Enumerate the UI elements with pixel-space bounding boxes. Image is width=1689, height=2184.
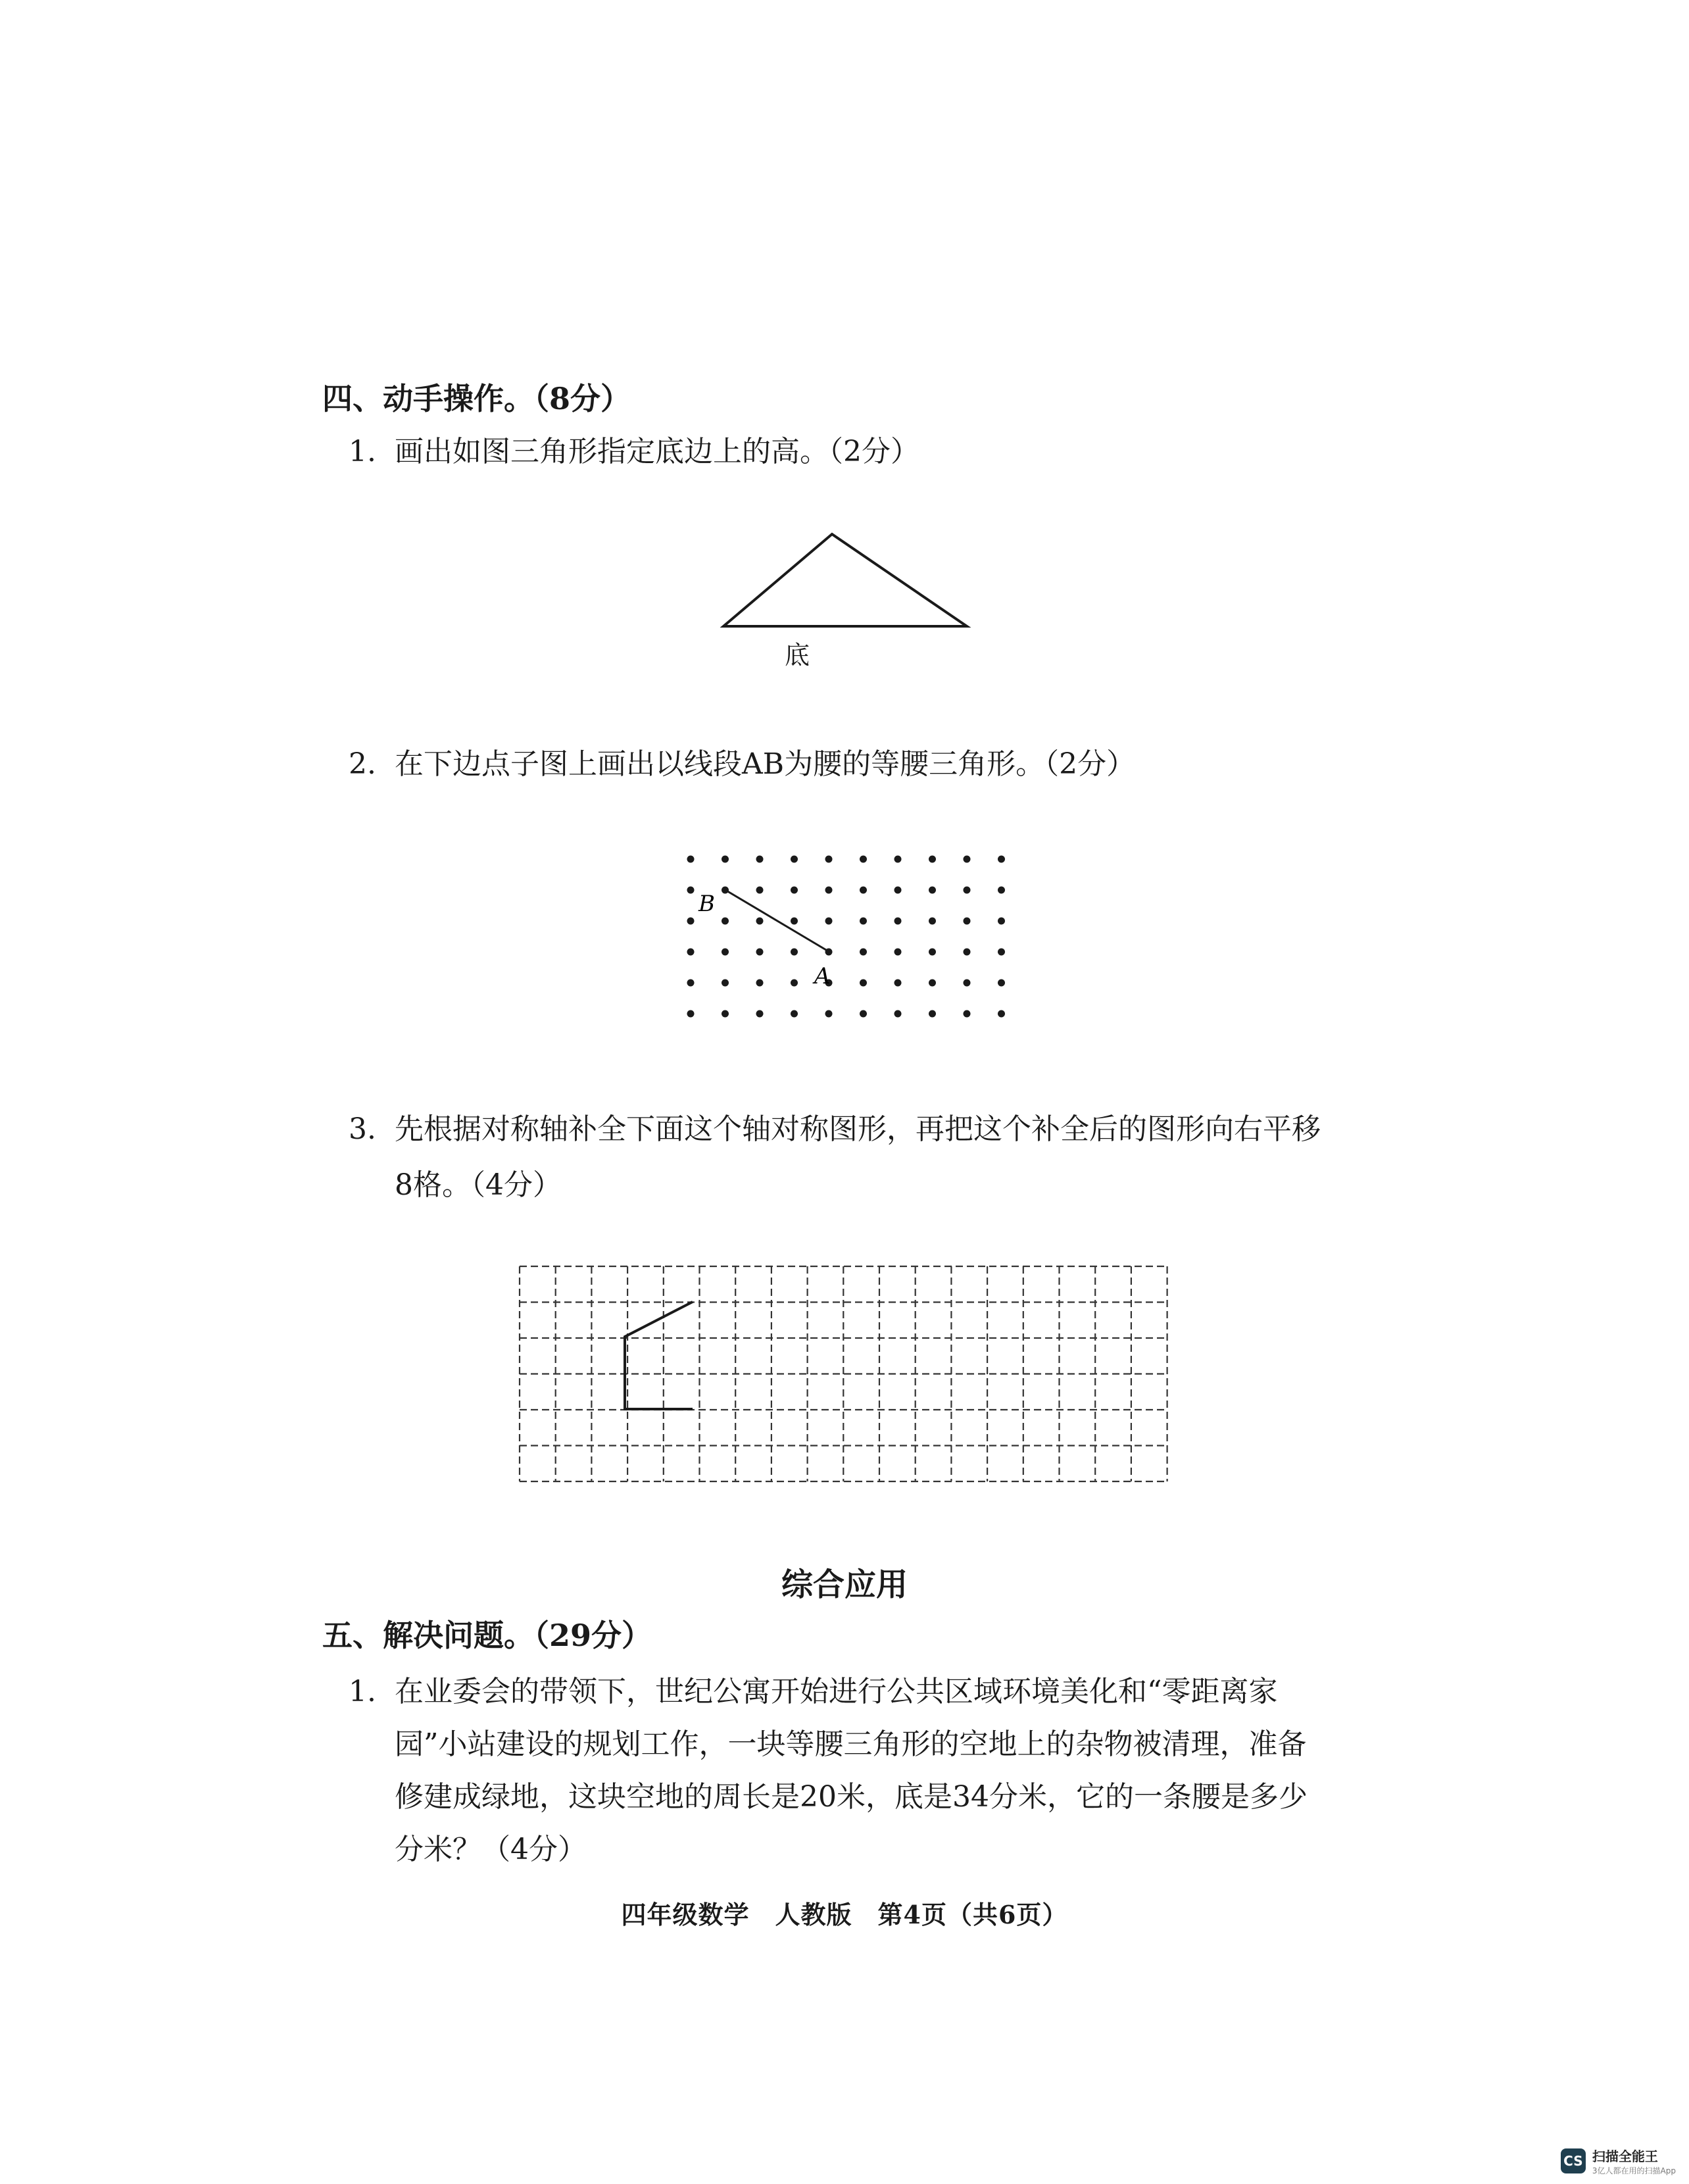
question-5-1-line3: 修建成绿地，这块空地的周长是20米，底是34分米，它的一条腰是多少	[395, 1780, 1308, 1814]
grid-dot	[929, 856, 936, 863]
question-4-2	[349, 740, 1135, 782]
question-4-1	[349, 428, 919, 470]
grid-dot	[756, 949, 764, 956]
question-text: 在业委会的带领下，世纪公寓开始进行公共区域环境美化和“零距离家	[395, 1675, 1278, 1708]
grid-dot	[860, 856, 867, 863]
grid-dot	[722, 980, 729, 987]
grid-dot	[791, 856, 798, 863]
question-4-3-line1	[349, 1105, 1321, 1147]
section5-heading: 五、解决问题。（29分）	[322, 1618, 652, 1653]
grid-dot	[825, 887, 833, 894]
segment-ab	[725, 890, 829, 952]
grid-dot	[964, 887, 971, 894]
grid-dot	[687, 1010, 695, 1018]
grid-dot	[998, 887, 1005, 894]
watermark-subtitle: 3亿人都在用的扫描App	[1592, 2166, 1676, 2175]
grid-dot	[687, 887, 695, 894]
grid-dot	[998, 980, 1005, 987]
question-number: 3.	[349, 1112, 376, 1146]
grid-dot	[894, 980, 902, 987]
label-a: A	[814, 963, 831, 989]
question-text: 在下边点子图上画出以线段AB为腰的等腰三角形。（2分）	[395, 747, 1136, 781]
question-number: 1.	[349, 435, 376, 468]
grid-dot	[929, 918, 936, 925]
grid-dot	[687, 949, 695, 956]
triangle-figure	[710, 526, 987, 684]
grid-dot	[687, 980, 695, 987]
grid-dot	[825, 856, 833, 863]
grid-dot	[825, 1010, 833, 1018]
grid-dot	[894, 856, 902, 863]
grid-dot	[722, 856, 729, 863]
grid-dot	[756, 918, 764, 925]
dot-grid-figure	[671, 835, 1026, 1046]
grid-dot	[687, 918, 695, 925]
grid-dot	[791, 1010, 798, 1018]
grid-dot	[860, 887, 867, 894]
page-footer: 四年级数学 人教版 第4页（共6页）	[621, 1900, 1068, 1929]
grid-dot	[791, 980, 798, 987]
grid-dot	[756, 856, 764, 863]
grid-dot	[964, 980, 971, 987]
grid-dot	[860, 1010, 867, 1018]
question-4-3-line2: 8格。（4分）	[395, 1168, 562, 1202]
grid-dot	[756, 887, 764, 894]
grid-dot	[929, 887, 936, 894]
watermark-title: 扫描全能王	[1592, 2148, 1658, 2164]
section4-heading: 四、动手操作。（8分）	[322, 381, 631, 416]
grid-dot	[825, 918, 833, 925]
scanner-watermark	[1561, 2146, 1676, 2176]
question-text: 先根据对称轴补全下面这个轴对称图形，再把这个补全后的图形向右平移	[395, 1112, 1321, 1146]
grid-dot	[722, 1010, 729, 1018]
grid-dot	[756, 1010, 764, 1018]
question-5-1-line1	[349, 1668, 1278, 1710]
grid-dot	[722, 949, 729, 956]
grid-dot	[756, 980, 764, 987]
grid-dot	[998, 856, 1005, 863]
grid-dot	[722, 887, 729, 894]
grid-dot	[894, 1010, 902, 1018]
grid-dot	[964, 918, 971, 925]
section-title: 综合应用	[781, 1566, 908, 1603]
question-number: 2.	[349, 747, 376, 781]
grid-dot	[894, 887, 902, 894]
label-b: B	[698, 891, 715, 917]
grid-dot	[687, 856, 695, 863]
grid-dot	[860, 980, 867, 987]
triangle-base-label: 底	[785, 641, 810, 670]
grid-dot	[894, 918, 902, 925]
half-shape	[625, 1302, 693, 1409]
question-5-1-line4: 分米？（4分）	[395, 1833, 587, 1866]
grid-dot	[929, 949, 936, 956]
grid-dot	[860, 918, 867, 925]
grid-dot	[964, 856, 971, 863]
grid-dot	[894, 949, 902, 956]
question-5-1-line2: 园”小站建设的规划工作，一块等腰三角形的空地上的杂物被清理，准备	[395, 1727, 1307, 1761]
grid-dot	[998, 949, 1005, 956]
grid-dot	[964, 949, 971, 956]
grid-dot	[722, 918, 729, 925]
grid-dot	[791, 918, 798, 925]
grid-dot	[791, 887, 798, 894]
scanner-logo-icon: CS	[1561, 2148, 1586, 2173]
grid-dot	[998, 918, 1005, 925]
square-grid-figure	[513, 1260, 1171, 1497]
grid-dot	[860, 949, 867, 956]
question-number: 1.	[349, 1675, 376, 1708]
grid-dot	[964, 1010, 971, 1018]
grid-dot	[929, 1010, 936, 1018]
triangle-shape	[723, 534, 967, 626]
grid-dot	[791, 949, 798, 956]
question-text: 画出如图三角形指定底边上的高。（2分）	[395, 435, 919, 468]
grid-dot	[998, 1010, 1005, 1018]
grid-dot	[929, 980, 936, 987]
